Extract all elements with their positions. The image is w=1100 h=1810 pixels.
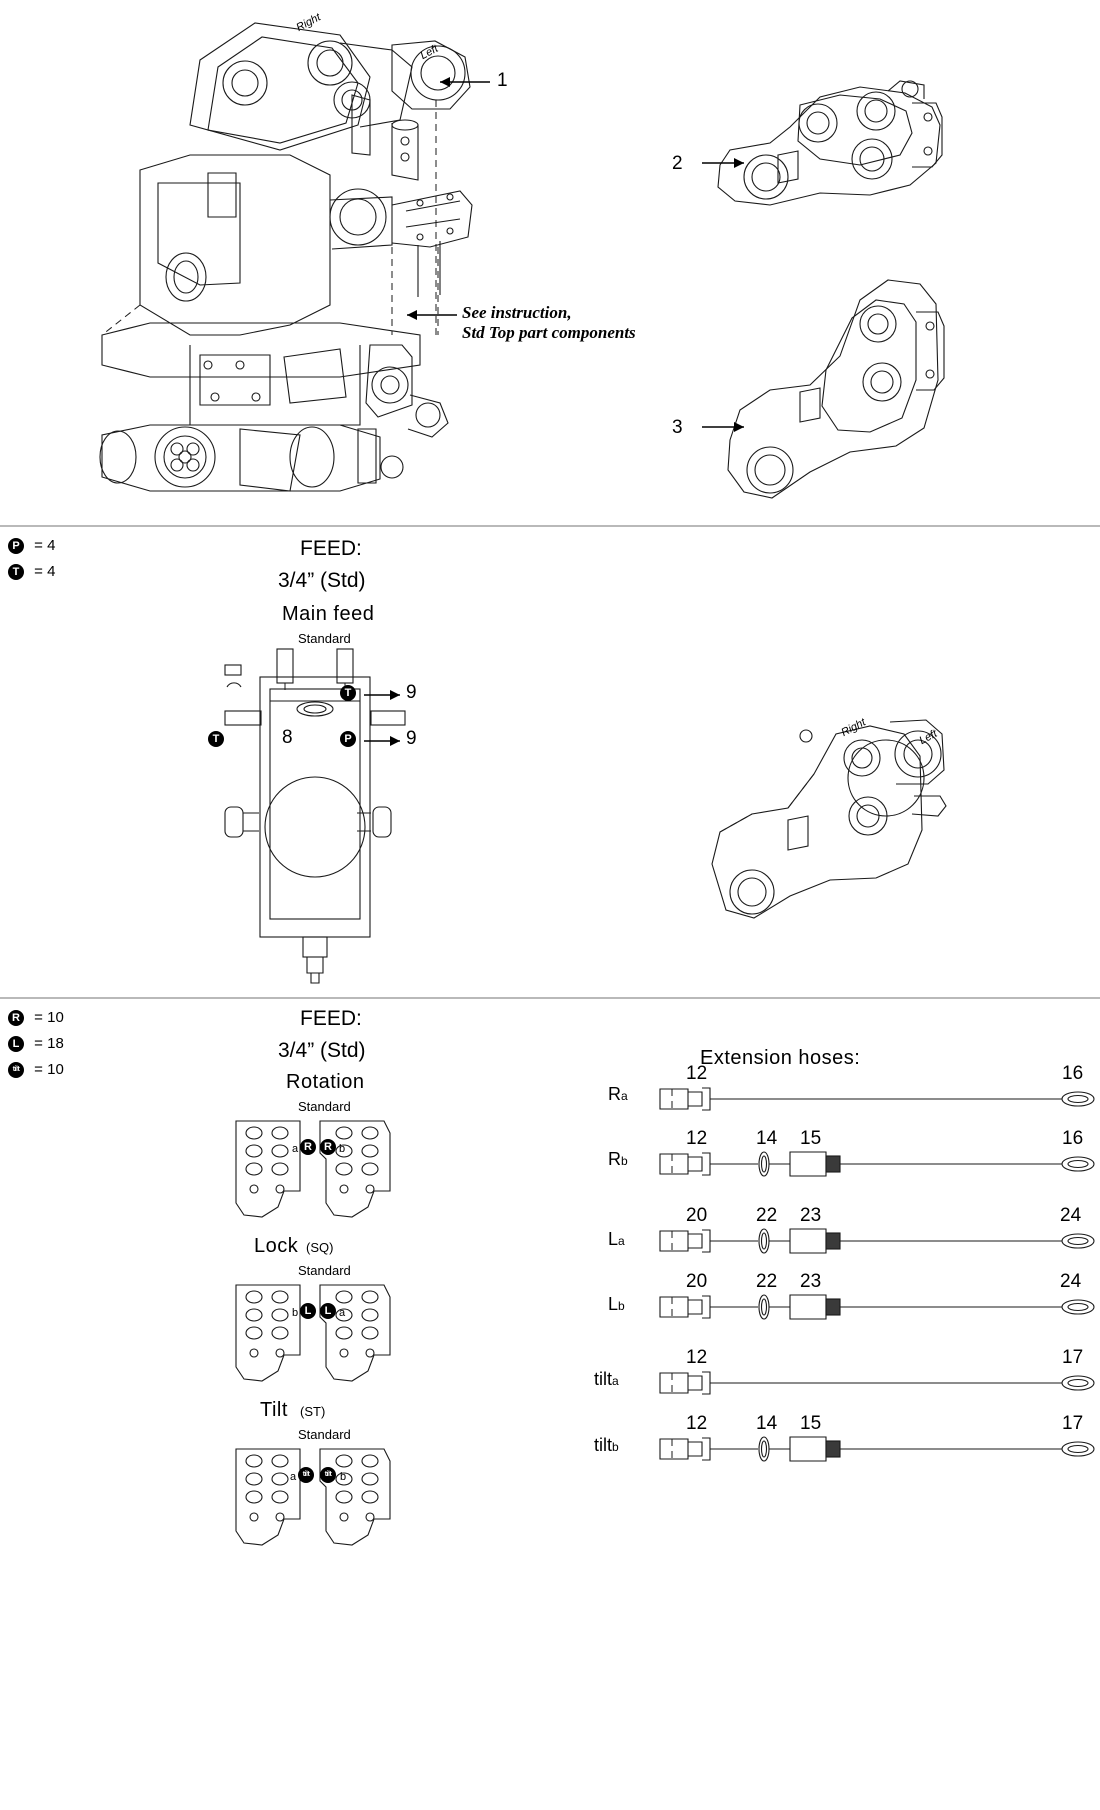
tilt-badge-a: tilt — [298, 1466, 314, 1484]
badge-l-icon: L — [8, 1036, 24, 1052]
hose-5-mid-1: 14 — [756, 1413, 778, 1434]
port-badge-p: P — [340, 730, 356, 748]
hose-5-part-1: 12 — [686, 1413, 708, 1434]
hose-row-label-1: Rb — [608, 1149, 628, 1169]
badge-t-icon: T — [8, 564, 24, 580]
hose-0-end: 16 — [1062, 1063, 1084, 1084]
block-rotation-variant: Standard — [298, 1099, 351, 1114]
badge-r-icon: R — [8, 1010, 24, 1026]
legend-r — [8, 1009, 64, 1026]
feed-heading-2: FEED: — [300, 537, 362, 560]
note-line-1: See instruction, — [462, 303, 572, 322]
coupler-right-view — [690, 712, 990, 932]
legend-l-value: = 18 — [34, 1035, 64, 1052]
feed-size-3: 3/4” (Std) — [278, 1039, 366, 1062]
port-badge-t-top: T — [340, 684, 356, 702]
block-tilt-suffix: (ST) — [300, 1404, 326, 1419]
tilt-badge-b: tilt — [320, 1466, 336, 1484]
hose-2-mid-2: 23 — [800, 1205, 822, 1226]
badge-tilt-icon: tilt — [8, 1062, 24, 1078]
section-function-feeds — [0, 999, 1100, 1809]
hose-1-mid-1: 14 — [756, 1128, 778, 1149]
lock-port-b-label: b — [292, 1307, 299, 1319]
legend-p — [8, 537, 55, 554]
section-top-part — [0, 0, 1100, 525]
hose-5-mid-2: 15 — [800, 1413, 822, 1434]
hose-2-end: 24 — [1060, 1205, 1082, 1226]
block-lock-title: Lock — [254, 1235, 299, 1257]
legend-p-value: = 4 — [34, 537, 56, 554]
hose-drawing-0 — [650, 1083, 1090, 1113]
hose-4-end: 17 — [1062, 1347, 1084, 1368]
block-tilt-title: Tilt — [260, 1399, 288, 1421]
hose-1-end: 16 — [1062, 1128, 1084, 1149]
lock-plate-drawing — [232, 1283, 402, 1388]
hose-row-label-0: Ra — [608, 1084, 628, 1104]
feed-heading-3: FEED: — [300, 1007, 362, 1030]
hose-drawing-5 — [650, 1433, 1090, 1467]
legend-l — [8, 1035, 64, 1052]
block-rotation-title: Rotation — [286, 1071, 365, 1093]
rotation-badge-b: R — [320, 1138, 336, 1156]
hose-3-part-1: 20 — [686, 1271, 708, 1292]
hose-3-mid-2: 23 — [800, 1271, 822, 1292]
part-2-drawing — [700, 55, 990, 235]
callout-9-bottom: 9 — [406, 728, 417, 749]
main-coupler-drawing — [40, 5, 740, 525]
hose-row-label-4: tilta — [594, 1369, 619, 1389]
main-feed-variant: Standard — [298, 631, 351, 646]
lock-badge-a: L — [300, 1302, 316, 1320]
rotation-port-a-label: a — [292, 1143, 299, 1155]
hose-row-label-2: La — [608, 1229, 625, 1249]
tilt-plate-drawing — [232, 1447, 402, 1557]
legend-tilt — [8, 1061, 64, 1078]
hose-5-end: 17 — [1062, 1413, 1084, 1434]
callout-line-3 — [690, 412, 750, 442]
main-feed-subheading: Main feed — [282, 603, 375, 625]
callout-9-top: 9 — [406, 682, 417, 703]
hose-3-mid-1: 22 — [756, 1271, 778, 1292]
orientation-right-label-2: Right — [839, 716, 868, 739]
callout-line-9b — [360, 731, 410, 751]
block-tilt-variant: Standard — [298, 1427, 351, 1442]
lock-badge-b: L — [320, 1302, 336, 1320]
orientation-left-label-2: Left — [917, 727, 940, 747]
legend-tilt-value: = 10 — [34, 1061, 64, 1078]
callout-1-label: 1 — [497, 70, 508, 91]
note-line-2: Std Top part components — [462, 323, 636, 342]
lock-port-a-label: a — [339, 1307, 346, 1319]
hose-3-end: 24 — [1060, 1271, 1082, 1292]
legend-r-value: = 10 — [34, 1009, 64, 1026]
callout-line-2 — [690, 148, 750, 178]
rotation-plate-drawing — [232, 1119, 402, 1224]
port-badge-t-left: T — [208, 730, 224, 748]
hose-2-mid-1: 22 — [756, 1205, 778, 1226]
legend-t-value: = 4 — [34, 563, 56, 580]
badge-p-icon: P — [8, 538, 24, 554]
hose-1-mid-2: 15 — [800, 1128, 822, 1149]
feed-size-2: 3/4” (Std) — [278, 569, 366, 592]
hose-drawing-1 — [650, 1148, 1090, 1182]
hose-2-part-1: 20 — [686, 1205, 708, 1226]
hose-drawing-2 — [650, 1225, 1090, 1259]
part-3-drawing — [700, 260, 990, 520]
callout-line-1 — [420, 60, 500, 100]
hose-row-label-3: Lb — [608, 1294, 625, 1314]
section-main-feed — [0, 527, 1100, 997]
hose-0-part-1: 12 — [686, 1063, 708, 1084]
note-pointer — [395, 300, 465, 330]
orientation-right-label-1: Right — [294, 11, 323, 35]
callout-line-9a — [360, 685, 410, 705]
hose-drawing-4 — [650, 1367, 1090, 1397]
item-8-label: 8 — [282, 727, 293, 748]
legend-t — [8, 563, 55, 580]
block-lock-variant: Standard — [298, 1263, 351, 1278]
block-lock-suffix: (SQ) — [306, 1240, 334, 1255]
tilt-port-b-label: b — [340, 1471, 347, 1483]
callout-3-label: 3 — [672, 417, 683, 438]
hose-4-part-1: 12 — [686, 1347, 708, 1368]
rotation-port-b-label: b — [339, 1143, 346, 1155]
callout-2-label: 2 — [672, 153, 683, 174]
hose-1-part-1: 12 — [686, 1128, 708, 1149]
tilt-port-a-label: a — [290, 1471, 297, 1483]
extension-hoses-title: Extension hoses: — [700, 1047, 861, 1069]
hose-row-label-5: tiltb — [594, 1435, 619, 1455]
orientation-left-label-1: Left — [418, 42, 441, 62]
hose-drawing-3 — [650, 1291, 1090, 1325]
rotation-badge-a: R — [300, 1138, 316, 1156]
